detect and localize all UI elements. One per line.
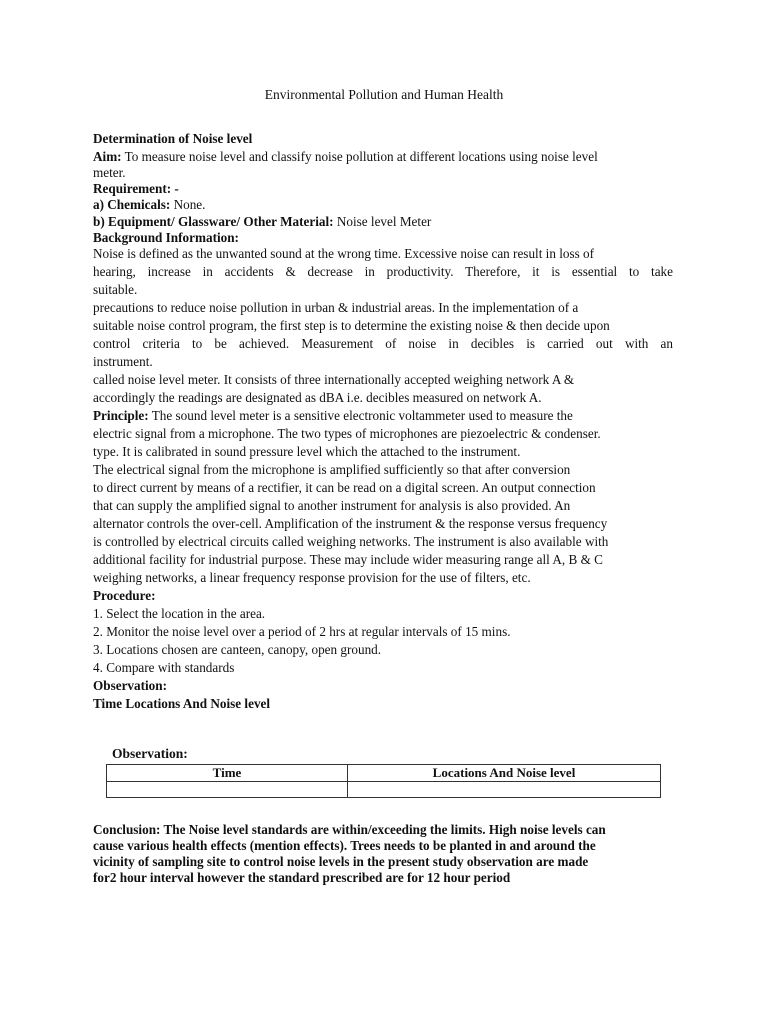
section-heading: Determination of Noise level xyxy=(93,131,253,146)
background-line: called noise level meter. It consists of three internationally accepted weighing network A & xyxy=(93,372,575,387)
background-line: accordingly the readings are designated as dBA i.e. decibles measured on network A. xyxy=(93,390,542,405)
principle-line: The electrical signal from the microphone is amplified sufficiently so that after conversion xyxy=(93,462,571,477)
principle-line: is controlled by electrical circuits called weighing networks. The instrument is also available with xyxy=(93,534,609,549)
principle-line xyxy=(93,407,673,425)
aim-line xyxy=(93,148,673,166)
principle-label: Principle: xyxy=(93,408,149,423)
conclusion-line: vicinity of sampling site to control noise levels in the present study observation are made xyxy=(93,854,589,869)
chemicals-line xyxy=(93,197,673,213)
equipment-line xyxy=(93,213,673,231)
principle-text: The sound level meter is a sensitive electronic voltammeter used to measure the xyxy=(148,408,573,423)
principle-line: additional facility for industrial purpose. These may include wider measuring range all A, B & C xyxy=(93,552,603,567)
principle-line: alternator controls the over-cell. Amplification of the instrument & the response versus frequency xyxy=(93,516,608,531)
chemicals-label: a) Chemicals: xyxy=(93,197,171,212)
conclusion-line: cause various health effects (mention effects). Trees needs to be planted in and around the xyxy=(93,838,596,853)
observation-label: Observation: xyxy=(93,678,167,693)
conclusion-line: Conclusion: The Noise level standards are within/exceeding the limits. High noise levels can xyxy=(93,822,606,837)
procedure-label: Procedure: xyxy=(93,588,156,603)
equipment-label: b) Equipment/ Glassware/ Other Material: xyxy=(93,214,334,229)
chemicals-value: None. xyxy=(170,197,206,212)
table-header-locations: Locations And Noise level xyxy=(348,765,661,782)
background-line: suitable. xyxy=(93,282,138,297)
equipment-value: Noise level Meter xyxy=(333,214,432,229)
document-title: Environmental Pollution and Human Health xyxy=(264,87,504,102)
procedure-step: 3. Locations chosen are canteen, canopy, open ground. xyxy=(93,642,382,657)
principle-paragraph xyxy=(93,425,673,587)
observation-table xyxy=(106,764,661,798)
table-header-time: Time xyxy=(107,765,348,782)
principle-line: type. It is calibrated in sound pressure level which the attached to the instrument. xyxy=(93,444,521,459)
procedure-step: 4. Compare with standards xyxy=(93,660,235,675)
procedure-step: 1. Select the location in the area. xyxy=(93,606,266,621)
conclusion-line: for2 hour interval however the standard prescribed are for 12 hour period xyxy=(93,870,511,885)
table-cell-locations xyxy=(348,782,661,798)
principle-line: that can supply the amplified signal to another instrument for analysis is also provided. An xyxy=(93,498,571,513)
table-cell-time xyxy=(107,782,348,798)
background-line: suitable noise control program, the first step is to determine the existing noise & then decide upon xyxy=(93,318,610,333)
document-body xyxy=(93,130,673,713)
aim-text: To measure noise level and classify noise pollution at different locations using noise level xyxy=(121,149,598,164)
aim-text-continued: meter. xyxy=(93,165,126,180)
principle-line: electric signal from a microphone. The two types of microphones are piezoelectric & condenser. xyxy=(93,426,601,441)
background-label: Background Information: xyxy=(93,230,239,245)
requirement-label: Requirement: - xyxy=(93,181,179,196)
background-line: precautions to reduce noise pollution in urban & industrial areas. In the implementation of a xyxy=(93,300,579,315)
procedure-list xyxy=(93,605,673,677)
principle-line: weighing networks, a linear frequency response provision for the use of filters, etc. xyxy=(93,570,531,585)
principle-line: to direct current by means of a rectifier, it can be read on a digital screen. An output connection xyxy=(93,480,596,495)
background-line: control criteria to be achieved. Measurement of noise in decibles is carried out with an xyxy=(93,336,673,351)
table-caption: Observation: xyxy=(112,746,188,761)
background-line: hearing, increase in accidents & decrease in productivity. Therefore, it is essential to take xyxy=(93,264,673,279)
background-paragraph xyxy=(93,245,673,407)
table-header-row xyxy=(107,765,661,782)
observation-table-block xyxy=(106,746,662,798)
aim-label: Aim: xyxy=(93,149,122,164)
observation-subheading: Time Locations And Noise level xyxy=(93,696,271,711)
table-row xyxy=(107,782,661,798)
conclusion-paragraph xyxy=(93,822,683,886)
background-line: instrument. xyxy=(93,354,153,369)
background-line: Noise is defined as the unwanted sound at the wrong time. Excessive noise can result in loss of xyxy=(93,246,595,261)
procedure-step: 2. Monitor the noise level over a period of 2 hrs at regular intervals of 15 mins. xyxy=(93,624,511,639)
